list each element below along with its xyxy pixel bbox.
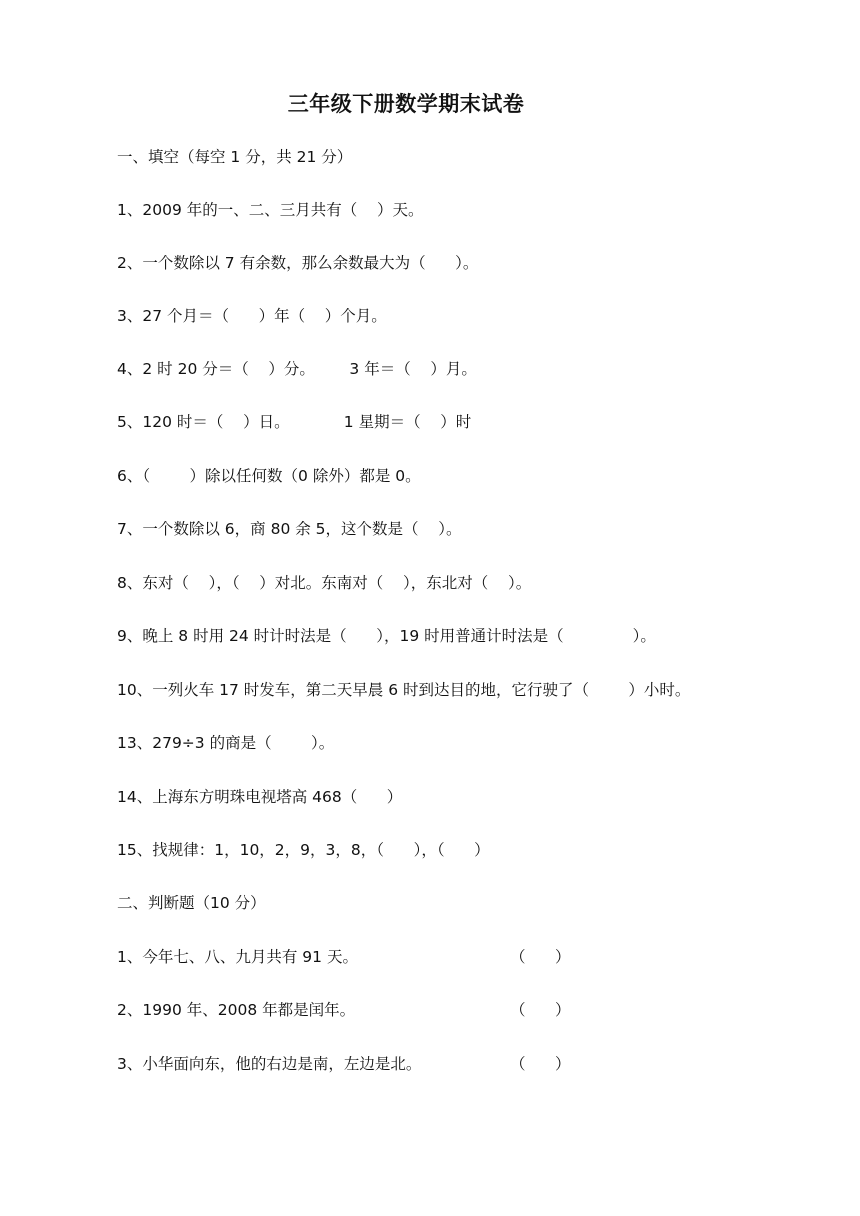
page-title: 三年级下册数学期末试卷 xyxy=(287,92,525,116)
question-15: 15、找规律：1，10，2，9，3，8，（ ），（ ） xyxy=(117,841,490,859)
question-14: 14、上海东方明珠电视塔高 468（ ） xyxy=(117,788,403,806)
judge-question-2: 2、1990 年、2008 年都是闰年。 xyxy=(117,1001,356,1019)
question-7: 7、一个数除以 6，商 80 余 5，这个数是（ ）。 xyxy=(117,520,462,538)
question-5: 5、120 时＝（ ）日。 1 星期＝（ ）时 xyxy=(117,413,472,431)
question-13: 13、279÷3 的商是（ ）。 xyxy=(117,734,335,752)
question-4: 4、2 时 20 分＝（ ）分。 3 年＝（ ）月。 xyxy=(117,360,477,378)
question-8: 8、东对（ ），（ ）对北。东南对（ ），东北对（ ）。 xyxy=(117,574,532,592)
section1-heading: 一、填空（每空 1 分，共 21 分） xyxy=(117,148,353,166)
section2-heading: 二、判断题（10 分） xyxy=(117,894,266,912)
question-2: 2、一个数除以 7 有余数，那么余数最大为（ ）。 xyxy=(117,254,479,272)
judge-answer-bracket-3: （ ） xyxy=(510,1055,571,1073)
question-1: 1、2009 年的一、二、三月共有（ ）天。 xyxy=(117,201,424,219)
question-3: 3、27 个月＝（ ）年（ ）个月。 xyxy=(117,307,387,325)
question-10: 10、一列火车 17 时发车，第二天早晨 6 时到达目的地，它行驶了（ ）小时。 xyxy=(117,681,691,699)
question-6: 6、（ ）除以任何数（0 除外）都是 0。 xyxy=(117,467,421,485)
question-9: 9、晚上 8 时用 24 时计时法是（ ），19 时用普通计时法是（ ）。 xyxy=(117,627,656,645)
judge-question-1: 1、今年七、八、九月共有 91 天。 xyxy=(117,948,358,966)
judge-answer-bracket-1: （ ） xyxy=(510,948,571,966)
judge-question-3: 3、小华面向东，他的右边是南，左边是北。 xyxy=(117,1055,422,1073)
judge-answer-bracket-2: （ ） xyxy=(510,1001,571,1019)
